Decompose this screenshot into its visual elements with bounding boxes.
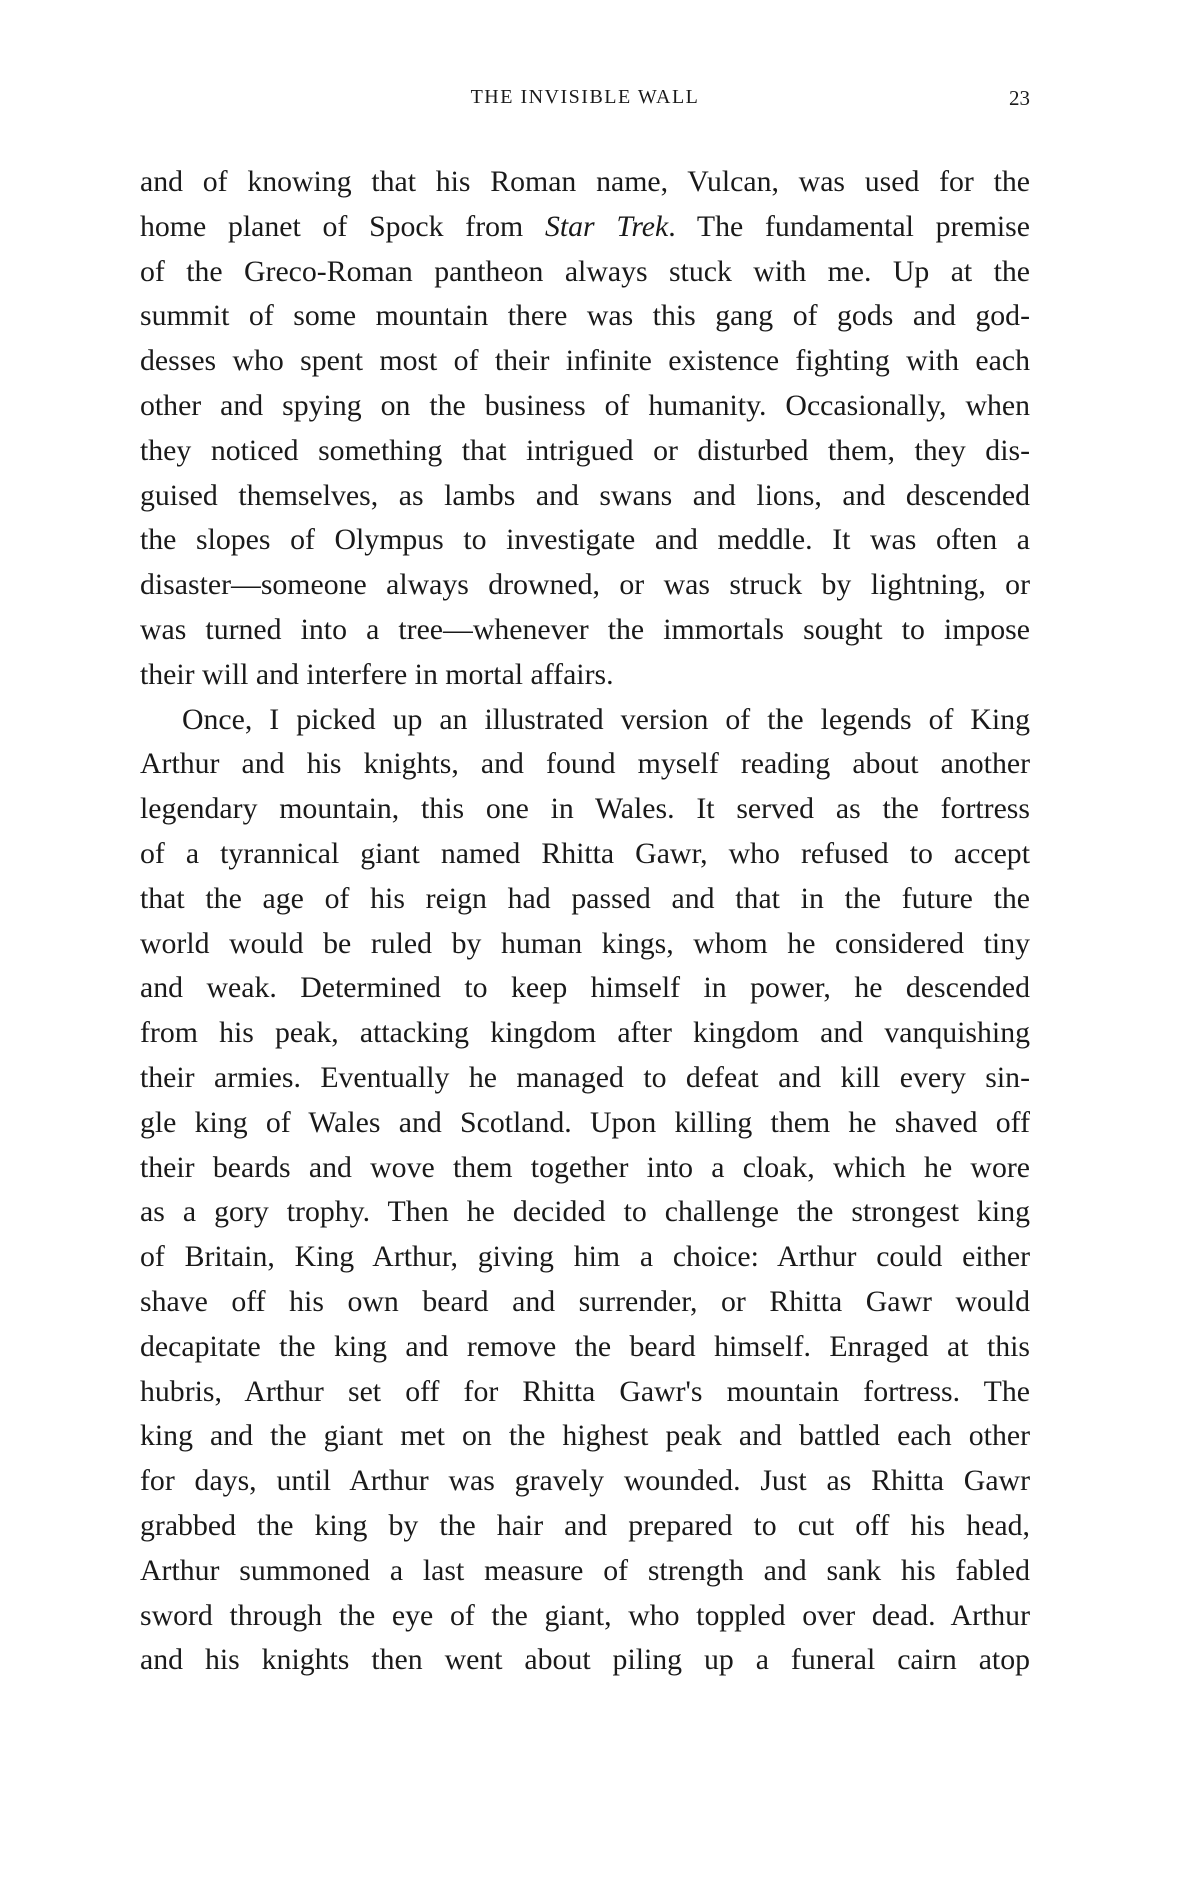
text-line: hubris, Arthur set off for Rhitta Gawr's mountain fortress. The: [140, 1374, 1030, 1408]
text-line: their will and interfere in mortal affairs.: [140, 657, 614, 691]
page-number: 23: [1009, 86, 1030, 110]
text-line: guised themselves, as lambs and swans and lions, and descended: [140, 478, 1030, 512]
text-line: of a tyrannical giant named Rhitta Gawr, who refused to accept: [140, 836, 1030, 870]
text-line: decapitate the king and remove the beard himself. Enraged at this: [140, 1329, 1030, 1363]
body-text: [140, 160, 1030, 1683]
text-line: king and the giant met on the highest peak and battled each other: [140, 1419, 1030, 1453]
text-line: of Britain, King Arthur, giving him a choice: Arthur could either: [140, 1240, 1030, 1274]
text-line: their armies. Eventually he managed to defeat and kill every sin-: [140, 1060, 1030, 1094]
text-line: their beards and wove them together into a cloak, which he wore: [140, 1150, 1030, 1184]
text-line: they noticed something that intrigued or disturbed them, they dis-: [140, 433, 1030, 467]
text-line: Once, I picked up an illustrated version of the legends of King: [182, 702, 1030, 736]
text-line: from his peak, attacking kingdom after kingdom and vanquishing: [140, 1016, 1030, 1050]
text-line: shave off his own beard and surrender, or Rhitta Gawr would: [140, 1284, 1030, 1318]
text-line: other and spying on the business of humanity. Occasionally, when: [140, 388, 1030, 422]
running-title: THE INVISIBLE WALL: [470, 86, 700, 108]
text-line: [140, 205, 1030, 250]
text-line: as a gory trophy. Then he decided to challenge the strongest king: [140, 1195, 1030, 1229]
italic-title: Star Trek: [544, 209, 669, 243]
text-line: desses who spent most of their infinite existence fighting with each: [140, 344, 1030, 378]
text-line: of the Greco-Roman pantheon always stuck with me. Up at the: [140, 254, 1030, 288]
text-line: Arthur and his knights, and found myself reading about another: [140, 747, 1030, 781]
text-line: Arthur summoned a last measure of strength and sank his fabled: [140, 1553, 1030, 1587]
text-line: legendary mountain, this one in Wales. It served as the fortress: [140, 792, 1030, 826]
text-fragment: home planet of Spock from: [140, 209, 545, 243]
text-fragment: . The fundamental premise: [668, 209, 1030, 243]
text-line: sword through the eye of the giant, who toppled over dead. Arthur: [140, 1598, 1030, 1632]
text-line: and of knowing that his Roman name, Vulcan, was used for the: [140, 165, 1030, 198]
text-line: gle king of Wales and Scotland. Upon killing them he shaved off: [140, 1105, 1030, 1139]
text-line: summit of some mountain there was this gang of gods and god-: [140, 299, 1030, 333]
text-line: disaster—someone always drowned, or was struck by lightning, or: [140, 568, 1030, 602]
text-line: the slopes of Olympus to investigate and meddle. It was often a: [140, 523, 1030, 557]
text-line: and his knights then went about piling up a funeral cairn atop: [140, 1643, 1030, 1677]
text-line: was turned into a tree—whenever the immortals sought to impose: [140, 612, 1030, 646]
text-line: for days, until Arthur was gravely wounded. Just as Rhitta Gawr: [140, 1464, 1030, 1498]
text-line: that the age of his reign had passed and that in the future the: [140, 881, 1030, 915]
text-line: world would be ruled by human kings, whom he considered tiny: [140, 926, 1030, 960]
text-line: grabbed the king by the hair and prepared to cut off his head,: [140, 1508, 1030, 1542]
running-head: [140, 86, 1030, 116]
text-line: and weak. Determined to keep himself in power, he descended: [140, 971, 1030, 1005]
